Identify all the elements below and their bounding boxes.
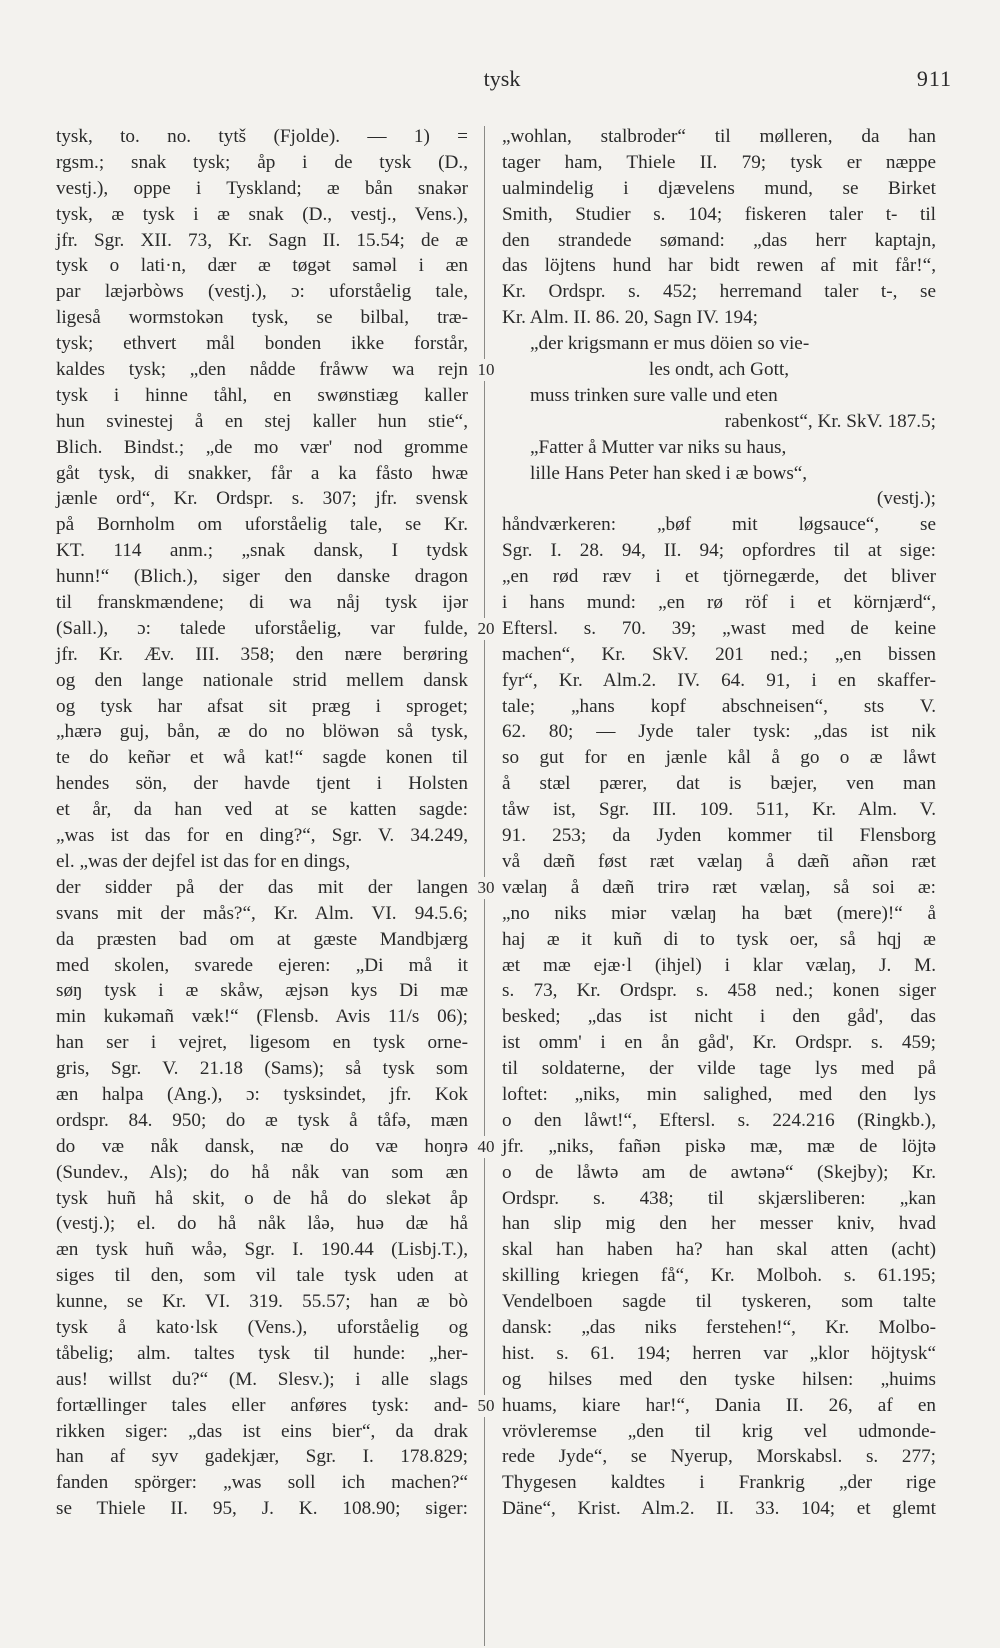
text-line: muss trinken sure valle und eten	[530, 384, 778, 406]
text-line: han ser i vejret, ligesom en tysk orne-	[56, 1032, 468, 1054]
text-line: Kr. Ordspr. s. 452; herremand taler t-, se	[502, 281, 936, 303]
text-line: kunne, se Kr. VI. 319. 55.57; han æ bò	[56, 1291, 468, 1313]
page-header	[52, 66, 952, 96]
text-line: tysk o lati·n, dær æ tøgət saməl i æn	[56, 255, 468, 277]
text-line: fyr“, Kr. Alm.2. IV. 64. 91, i en skaffer-	[502, 669, 936, 691]
text-line: tysk, æ tysk i æ snak (D., vestj., Vens.),	[56, 203, 468, 225]
text-line: huams, kiare har!“, Dania II. 26, af en	[502, 1394, 936, 1416]
text-line: vestj.), oppe i Tyskland; æ bån snakər	[56, 177, 468, 199]
text-line: jfr. Kr. Æv. III. 358; den nære berøring	[56, 643, 468, 665]
text-line: søŋ tysk i æ skåw, æjsən kys Di mæ	[56, 980, 468, 1002]
text-line: skilling kriegen få“, Kr. Molboh. s. 61.195;	[502, 1265, 936, 1287]
running-head: tysk	[483, 66, 521, 91]
text-line: tysk i hinne tåhl, en swønstiæg kaller	[56, 384, 468, 406]
text-line: Sgr. I. 28. 94, II. 94; opfordres til at sige:	[502, 540, 936, 562]
text-line: s. 73, Kr. Ordspr. s. 458 ned.; konen siger	[502, 980, 936, 1002]
text-line: gåt tysk, di snakker, får a ka fåsto hwæ	[56, 462, 468, 484]
text-line: el. „was der dejfel ist das for en dings,	[56, 850, 351, 872]
text-line: o de låwtə am de awtənə“ (Skejby); Kr.	[502, 1161, 936, 1183]
text-line: æt mæ ejæ·l (ihjel) i klar vælaŋ, J. M.	[502, 954, 936, 976]
text-line: jfr. „niks, fañən piskə mæ, mæ de löjtə	[502, 1135, 936, 1157]
text-line: hist. s. 61. 194; herren var „klor höjtysk“	[502, 1342, 936, 1364]
text-line: til franskmændene; di wa nåj tysk ijər	[56, 592, 468, 614]
text-line: Blich. Bindst.; „de mo vær' nod gromme	[56, 436, 468, 458]
text-line: til soldaterne, der vilde tage lys med på	[502, 1058, 936, 1080]
text-line: gris, Sgr. V. 21.18 (Sams); så tysk som	[56, 1058, 468, 1080]
text-line: rabenkost“, Kr. SkV. 187.5;	[724, 410, 936, 432]
text-line: besked; „das ist nicht i den gåd', das	[502, 1006, 936, 1028]
text-line: loftet: „niks, min salighed, med den lys	[502, 1083, 936, 1105]
text-line: æn tysk huñ wåə, Sgr. I. 190.44 (Lisbj.T.),	[56, 1239, 468, 1261]
text-line: (Sundev., Als); do hå nåk van som æn	[56, 1161, 468, 1183]
text-line: med skolen, svarede ejeren: „Di må it	[56, 954, 468, 976]
text-line: dansk: „das niks ferstehen!“, Kr. Molbo-	[502, 1316, 936, 1338]
text-line: kaldes tysk; „den nådde fråww wa rejn	[56, 359, 468, 381]
line-number: 50	[471, 1395, 501, 1417]
text-line: et år, da han ved at se katten sagde:	[56, 799, 468, 821]
text-line: „en rød ræv i et tjörnegærde, det bliver	[502, 566, 936, 588]
line-number: 40	[471, 1136, 501, 1158]
text-line: machen“, Kr. SkV. 201 ned.; „en bissen	[502, 643, 936, 665]
text-line: (Sall.), ɔ: talede uforståelig, var fulde,	[56, 617, 468, 639]
line-number: 10	[471, 359, 501, 381]
text-line: min kukəmañ væk!“ (Flensb. Avis 11/s 06);	[56, 1006, 468, 1028]
text-line: o den låwt!“, Eftersl. s. 224.216 (Ringkb.),	[502, 1109, 936, 1131]
text-line: „Fatter å Mutter var niks su haus,	[530, 436, 787, 458]
text-line: fortællinger tales eller anføres tysk: and-	[56, 1394, 468, 1416]
text-line: å stæl pærer, dat is bæjer, ven man	[502, 773, 936, 795]
text-line: på Bornholm om uforståelig tale, se Kr.	[56, 514, 468, 536]
text-line: haj æ it kuñ di to tysk oer, så hqj æ	[502, 928, 936, 950]
text-line: svans mit der mås?“, Kr. Alm. VI. 94.5.6;	[56, 902, 468, 924]
text-line: (vestj.);	[876, 488, 936, 510]
text-line: Eftersl. s. 70. 39; „wast med de keine	[502, 617, 936, 639]
text-line: 62. 80; — Jyde taler tysk: „das ist nik	[502, 721, 936, 743]
text-line: Smith, Studier s. 104; fiskeren taler t- til	[502, 203, 936, 225]
text-line: tysk å kato·lsk (Vens.), uforståelig og	[56, 1316, 468, 1338]
text-line: tåbelig; alm. taltes tysk til hunde: „her-	[56, 1342, 468, 1364]
text-line: i hans mund: „en rø röf i et körnjærd“,	[502, 592, 936, 614]
text-line: jænle ord“, Kr. Ordspr. s. 307; jfr. svensk	[56, 488, 468, 510]
text-line: hunn!“ (Blich.), siger den danske dragon	[56, 566, 468, 588]
text-line: les ondt, ach Gott,	[648, 359, 790, 381]
text-line: tager ham, Thiele II. 79; tysk er næppe	[502, 151, 936, 173]
text-line: tysk huñ hå skit, o de hå do slekət åp	[56, 1187, 468, 1209]
text-line: og tysk har afsat sit præg i sproget;	[56, 695, 468, 717]
text-line: den strandede sømand: „das herr kaptajn,	[502, 229, 936, 251]
text-line: og hilses med den tyske hilsen: „huims	[502, 1368, 936, 1390]
text-line: 91. 253; da Jyden kommer til Flensborg	[502, 825, 936, 847]
text-line: das löjtens hund har bidt rewen af mit får!“,	[502, 255, 936, 277]
text-line: siges til den, som vil tale tysk uden at	[56, 1265, 468, 1287]
text-line: han af syv gadekjær, Sgr. I. 178.829;	[56, 1446, 468, 1468]
text-line: hendes sön, der havde tjent i Holsten	[56, 773, 468, 795]
text-line: da præsten bad om at gæste Mandbjærg	[56, 928, 468, 950]
text-line: han slip mig den her messer kniv, hvad	[502, 1213, 936, 1235]
text-line: vrövleremse „den til krig vel udmonde-	[502, 1420, 936, 1442]
text-line: par læjərbòws (vestj.), ɔ: uforståelig tale,	[56, 281, 468, 303]
text-line: rede Jyde“, se Nyerup, Morskabsl. s. 277;	[502, 1446, 936, 1468]
text-line: der sidder på der das mit der langen	[56, 876, 468, 898]
text-line: Kr. Alm. II. 86. 20, Sagn IV. 194;	[502, 307, 759, 329]
text-line: rikken siger: „das ist eins bier“, da drak	[56, 1420, 468, 1442]
line-number: 30	[471, 877, 501, 899]
text-line: „der krigsmann er mus döien so vie-	[530, 333, 810, 355]
text-line: Thygesen kaldtes i Frankrig „der rige	[502, 1472, 936, 1494]
text-line: „hærə guj, bån, æ do no blöwən så tysk,	[56, 721, 468, 743]
text-line: ualmindelig i djævelens mund, se Birket	[502, 177, 936, 199]
text-line: (vestj.); el. do hå nåk låə, huə dæ hå	[56, 1213, 468, 1235]
text-line: ist omm' i en ån gåd', Kr. Ordspr. s. 459;	[502, 1032, 936, 1054]
text-line: skal han haben ha? han skal atten (acht)	[502, 1239, 936, 1261]
text-line: tysk; ethvert mål bonden ikke forstår,	[56, 333, 468, 355]
text-line: jfr. Sgr. XII. 73, Kr. Sagn II. 15.54; de æ	[56, 229, 468, 251]
text-line: „wohlan, stalbroder“ til mølleren, da han	[502, 126, 936, 147]
text-line: ligeså wormstokən tysk, se bilbal, træ-	[56, 307, 468, 329]
text-line: tåw ist, Sgr. III. 109. 511, Kr. Alm. V.	[502, 799, 936, 821]
text-line: og den lange nationale strid mellem dansk	[56, 669, 468, 691]
text-line: lille Hans Peter han sked i æ bows“,	[530, 462, 808, 484]
text-line: fanden spörger: „was soll ich machen?“	[56, 1472, 468, 1494]
text-line: hun svinestej å en stej kaller hun stie“,	[56, 410, 468, 432]
text-line: ordspr. 84. 950; do æ tysk å tåfə, mæn	[56, 1109, 468, 1131]
text-line: vælaŋ å dæñ trirə ræt vælaŋ, så soi æ:	[502, 876, 936, 898]
text-line: se Thiele II. 95, J. K. 108.90; siger:	[56, 1498, 468, 1520]
text-line: te do keñər et wå kat!“ sagde konen til	[56, 747, 468, 769]
text-line: Däne“, Krist. Alm.2. II. 33. 104; et glemt	[502, 1498, 936, 1520]
text-line: vå dæñ føst ræt vælaŋ å dæñ añən ræt	[502, 850, 936, 872]
text-line: Ordspr. s. 438; til skjærsliberen: „kan	[502, 1187, 936, 1209]
text-line: „was ist das for en ding?“, Sgr. V. 34.249,	[56, 825, 468, 847]
line-number: 20	[471, 618, 501, 640]
text-line: so gut for en jænle kål å go o æ låwt	[502, 747, 936, 769]
text-line: håndværkeren: „bøf mit løgsauce“, se	[502, 514, 936, 536]
text-line: aus! willst du?“ (M. Slesv.); i alle slags	[56, 1368, 468, 1390]
text-line: tale; „hans kopf abschneisen“, sts V.	[502, 695, 936, 717]
left-column	[56, 124, 468, 1522]
right-column	[502, 124, 936, 1522]
page-number: 911	[916, 66, 952, 91]
text-line: Vendelboen sagde til tyskeren, som talte	[502, 1291, 936, 1313]
text-line: do væ nåk dansk, næ do væ hoŋrə	[56, 1135, 468, 1157]
text-line: „no niks miər vælaŋ ha bæt (mere)!“ å	[502, 902, 936, 924]
text-line: tysk, to. no. tytš (Fjolde). — 1) =	[56, 126, 468, 147]
text-line: rgsm.; snak tysk; åp i de tysk (D.,	[56, 151, 468, 173]
text-line: æn halpa (Ang.), ɔ: tysksindet, jfr. Kok	[56, 1083, 468, 1105]
text-line: KT. 114 anm.; „snak dansk, I tydsk	[56, 540, 468, 562]
